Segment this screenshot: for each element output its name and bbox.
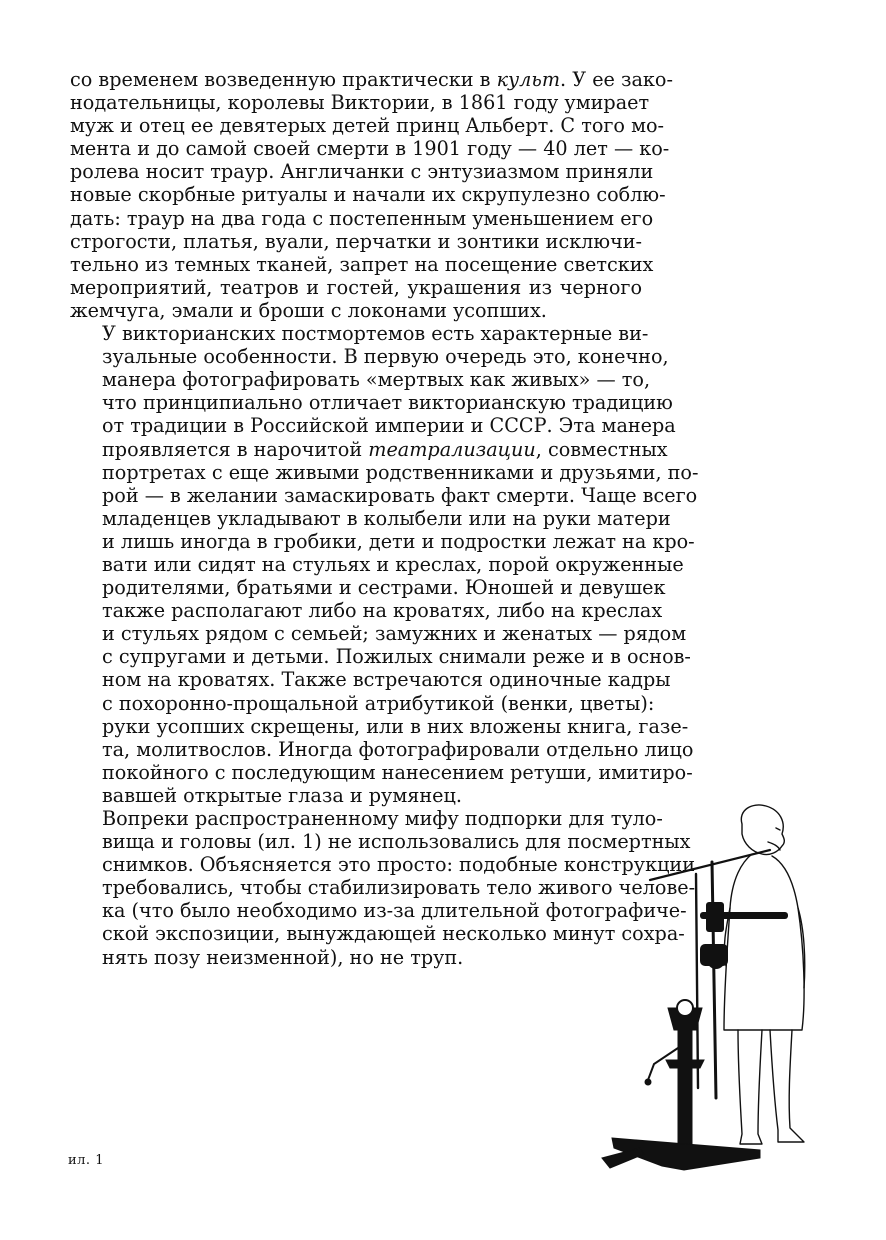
text-line: [70, 506, 671, 530]
text-run: ном на кроватях. Также встречаются одиночные кадры: [102, 668, 671, 692]
text-line: [70, 345, 669, 369]
text-line: [70, 299, 642, 322]
text-run: новые скорбные ритуалы и начали их скрупулезно соблю-: [70, 183, 666, 207]
text-run: дать: траур на два года с постепенным уменьшением его: [70, 206, 654, 230]
person-legs: [738, 1030, 762, 1144]
text-run: та, молитвослов. Иногда фотографировали отдельно лицо: [102, 737, 694, 761]
text-run: У викторианских постмортемов есть характерные ви-: [102, 322, 649, 346]
illustration-caption: ил. 1: [68, 1153, 104, 1168]
text-run: с супругами и детьми. Пожилых снимали реже и в основ-: [102, 645, 691, 669]
text-run: нодательницы, королевы Виктории, в 1861 году умирает: [70, 91, 650, 115]
italic-term: культ: [496, 68, 561, 91]
head-clamp-arm: [650, 850, 770, 880]
text-run: рой — в желании замаскировать факт смерти. Чаще всего: [102, 483, 698, 507]
text-run: и лишь иногда в гробики, дети и подростки лежат на кро-: [102, 529, 695, 553]
text-run: тельно из темных тканей, запрет на посещение светских: [70, 252, 654, 276]
paragraph: [70, 807, 696, 969]
text-line: [70, 668, 671, 692]
text-line: [70, 322, 649, 346]
text-run: также располагают либо на кроватях, либо на креслах: [102, 599, 663, 623]
text-run: муж и отец ее девятерых детей принц Альберт. С того мо-: [70, 114, 665, 138]
text-line: [70, 599, 663, 623]
text-line: [70, 691, 655, 715]
text-line: [70, 876, 696, 900]
text-line: [70, 784, 642, 807]
text-line: [70, 737, 694, 761]
text-run: жемчуга, эмали и броши с локонами усопших.: [70, 298, 547, 322]
text-line: [70, 552, 684, 576]
text-run: строгости, платья, вуали, перчатки и зонтики исключи-: [70, 229, 643, 253]
text-line: [70, 645, 691, 669]
text-run: мероприятий, театров и гостей, украшения из черного: [70, 275, 642, 299]
text-run: покойного с последующим нанесением ретуши, имитиро-: [102, 760, 693, 784]
text-run: руки усопших скрещены, или в них вложены книга, газе-: [102, 714, 689, 738]
posing-stand-illustration: [592, 798, 842, 1176]
text-run: Вопреки распространенному мифу подпорки для туло-: [102, 807, 663, 830]
text-line: [70, 760, 693, 784]
text-run: вати или сидят на стульях и креслах, порой окруженные: [102, 552, 684, 576]
person-coat: [724, 854, 804, 1030]
text-line: [70, 137, 670, 161]
text-run: портретах с еще живыми родственниками и друзьями, по-: [102, 460, 699, 484]
text-run: родителями, братьями и сестрами. Юношей и девушек: [102, 576, 666, 600]
text-run: что принципиально отличает викторианскую традицию: [102, 391, 673, 415]
text-line: [70, 622, 687, 646]
text-run: ка (что было необходимо из-за длительной фотографиче-: [102, 899, 687, 923]
text-line: [70, 807, 663, 830]
text-line: [70, 160, 654, 184]
text-line: [70, 391, 673, 415]
text-run: нять позу неизменной), но не труп.: [102, 945, 464, 969]
text-line: [70, 899, 687, 923]
text-line: [70, 460, 699, 484]
text-line: [70, 206, 654, 230]
text-line: [70, 853, 696, 877]
text-line: [70, 946, 642, 969]
body-text: [70, 68, 699, 969]
text-run: проявляется в нарочитой: [102, 437, 369, 461]
text-line: [70, 922, 685, 946]
text-line: [70, 529, 695, 553]
text-line: [70, 183, 666, 207]
text-run: вавшей открытые глаза и румянец.: [102, 783, 462, 807]
text-line: [70, 276, 642, 299]
text-run: манера фотографировать «мертвых как живых» — то,: [102, 368, 651, 392]
text-run: мента и до самой своей смерти в 1901 году — 40 лет — ко-: [70, 137, 670, 161]
text-line: [70, 252, 654, 276]
text-run: , совместных: [535, 437, 668, 461]
text-run: требовались, чтобы стабилизировать тело живого челове-: [102, 876, 696, 900]
text-line: [70, 437, 668, 461]
text-line: [70, 68, 673, 91]
paragraph: [70, 68, 673, 322]
text-run: со временем возведенную практически в: [70, 68, 497, 91]
text-run: от традиции в Российской империи и СССР. Эта манера: [102, 414, 676, 438]
text-line: [70, 114, 665, 138]
italic-term: театрализации: [368, 437, 536, 461]
text-line: [70, 830, 691, 854]
text-line: [70, 91, 650, 115]
text-run: с похоронно-прощальной атрибутикой (венки, цветы):: [102, 691, 655, 715]
text-line: [70, 576, 666, 600]
text-line: [70, 483, 698, 507]
text-run: . У ее зако-: [560, 68, 673, 91]
text-line: [70, 414, 676, 438]
text-line: [70, 714, 689, 738]
text-line: [70, 230, 642, 253]
paragraph: [70, 322, 699, 807]
text-run: ской экспозиции, вынуждающей несколько минут сохра-: [102, 922, 685, 946]
text-line: [70, 368, 651, 392]
text-run: зуальные особенности. В первую очередь это, конечно,: [102, 345, 669, 369]
text-run: вища и головы (ил. 1) не использовались для посмертных: [102, 830, 691, 854]
text-run: ролева носит траур. Англичанки с энтузиазмом приняли: [70, 160, 654, 184]
text-run: снимков. Объясняется это просто: подобные конструкции: [102, 853, 696, 877]
text-run: младенцев укладывают в колыбели или на руки матери: [102, 506, 671, 530]
text-run: и стульях рядом с семьей; замужних и женатых — рядом: [102, 622, 687, 646]
